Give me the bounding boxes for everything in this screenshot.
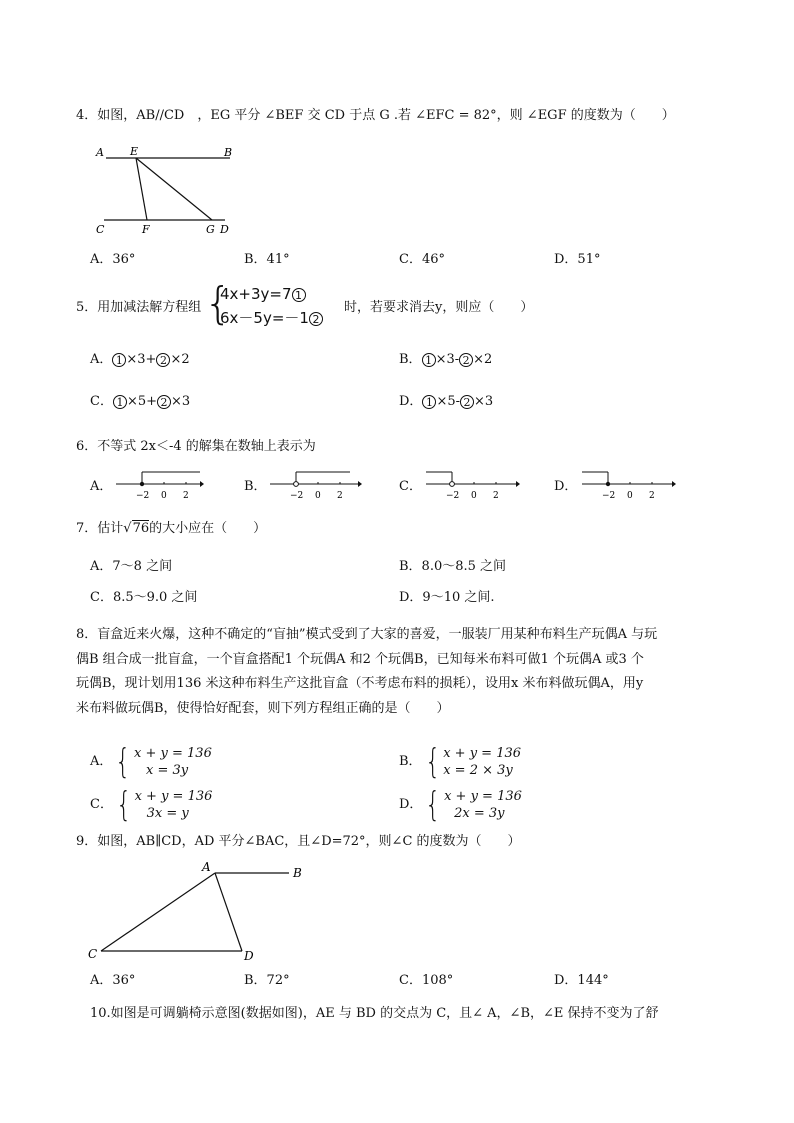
q9-figure (84, 858, 314, 966)
svg-text:0: 0 (627, 491, 633, 501)
q8-option-c[interactable]: C．{ x + y = 136 3x = y (90, 785, 213, 825)
svg-text:2: 2 (649, 491, 655, 501)
q6-option-d[interactable]: D． (554, 479, 578, 494)
svg-text:0: 0 (315, 491, 321, 501)
q6-numberline-d[interactable] (580, 468, 676, 502)
q5-eq2: 6x－5y=－1 2 (220, 306, 323, 330)
q6-option-a[interactable]: A． (90, 479, 113, 494)
q4-option-b[interactable]: B．41° (244, 252, 290, 267)
q4-figure (90, 140, 250, 240)
q5-prefix: 5．用加减法解方程组 (76, 300, 202, 315)
q10-stem: 10.如图是可调躺椅示意图(数据如图)，AE 与 BD 的交点为 C，且∠ A，∠B，∠E 保持不变为了舒 (90, 1006, 659, 1021)
q6-option-b[interactable]: B． (244, 479, 267, 494)
segment-ac (101, 873, 215, 951)
q7-option-c[interactable]: C．8.5～9.0 之间 (90, 590, 198, 605)
q4-option-c[interactable]: C．46° (399, 252, 445, 267)
segment-eg (136, 158, 212, 220)
q5-option-d[interactable]: D． 1 ×5- 2 ×3 (399, 394, 494, 409)
q5-option-b[interactable]: B． 1 ×3- 2 ×2 (399, 352, 493, 367)
q7-option-b[interactable]: B．8.0～8.5 之间 (399, 559, 507, 574)
label-b: B (224, 146, 233, 159)
q5-suffix: 时，若要求消去y，则应（ ） (344, 300, 534, 315)
q5-option-a[interactable]: A． 1 ×3+ 2 ×2 (90, 352, 190, 367)
q4-option-a[interactable]: A．36° (90, 252, 136, 267)
q5-eq1: 4x+3y=7 1 (220, 282, 323, 306)
q5-system (220, 282, 323, 330)
q6-numberline-c[interactable] (424, 468, 520, 502)
q8-option-a[interactable]: A．{ x + y = 136 x = 3y (90, 742, 212, 782)
q6-numberline-b[interactable] (268, 468, 362, 502)
label-f: F (142, 223, 150, 236)
label-g: G (206, 223, 215, 236)
q7-stem: 7．估计√76的大小应在（ ） (76, 521, 267, 536)
label-c: C (96, 223, 105, 236)
label-b: B (293, 866, 302, 880)
q5-brace: { (204, 278, 232, 329)
q6-option-c[interactable]: C． (399, 479, 422, 494)
svg-text:−2: −2 (290, 491, 304, 501)
svg-text:0: 0 (471, 491, 477, 501)
q7-option-d[interactable]: D．9～10 之间. (399, 590, 495, 605)
q5-option-c[interactable]: C． 1 ×5+ 2 ×3 (90, 394, 191, 409)
q7-option-a[interactable]: A．7～8 之间 (90, 559, 173, 574)
svg-text:2: 2 (183, 491, 189, 501)
label-a: A (202, 860, 211, 874)
q8-line-4: 米布料做玩偶B，使得恰好配套，则下列方程组正确的是（ ） (76, 700, 450, 716)
svg-text:2: 2 (493, 491, 499, 501)
circle-mark-2: 2 (309, 312, 323, 326)
q8-line-3: 玩偶B，现计划用136 米这种布料生产这批盲盒（不考虑布料的损耗），设用x 米布料做玩偶A，用y (76, 676, 644, 691)
q8-line-2: 偶B 组合成一批盲盒，一个盲盒搭配1 个玩偶A 和2 个玩偶B，已知每米布料可做1 个玩偶A 或3 个 (76, 651, 644, 667)
q9-option-c[interactable]: C．108° (399, 973, 454, 988)
q8-stem (76, 623, 657, 721)
q6-numberline-a[interactable] (114, 468, 204, 502)
segment-ad (215, 873, 242, 951)
svg-text:−2: −2 (446, 491, 460, 501)
label-d: D (220, 223, 229, 236)
label-a: A (96, 146, 104, 159)
q6-stem: 6．不等式 2x＜-4 的解集在数轴上表示为 (76, 439, 316, 454)
circle-mark-1: 1 (292, 288, 306, 302)
svg-text:2: 2 (337, 491, 343, 501)
q7-radicand: 76 (132, 521, 150, 536)
label-d: D (244, 949, 254, 963)
q9-option-a[interactable]: A．36° (90, 973, 136, 988)
q8-option-b[interactable]: B．{ x + y = 136 x = 2 × 3y (399, 742, 522, 782)
svg-text:0: 0 (161, 491, 167, 501)
svg-text:−2: −2 (136, 491, 150, 501)
sqrt-sign: √ (123, 521, 132, 536)
label-c: C (88, 947, 98, 961)
label-e: E (130, 145, 139, 158)
q8-line-1: 8．盲盒近来火爆，这种不确定的“盲抽”模式受到了大家的喜爱，一服装厂用某种布料生产玩偶A 与玩 (76, 627, 658, 642)
svg-text:−2: −2 (602, 491, 616, 501)
q9-option-b[interactable]: B．72° (244, 973, 290, 988)
q8-option-d[interactable]: D．{ x + y = 136 2x = 3y (399, 785, 522, 825)
segment-ef (136, 158, 147, 220)
q4-option-d[interactable]: D．51° (554, 252, 601, 267)
q4-stem: 4．如图，AB//CD ，EG 平分 ∠BEF 交 CD 于点 G .若 ∠EFC = 82°，则 ∠EGF 的度数为（ ） (76, 108, 675, 123)
q9-stem: 9．如图，AB∥CD，AD 平分∠BAC，且∠D=72°，则∠C 的度数为（ ） (76, 834, 521, 849)
q9-option-d[interactable]: D．144° (554, 973, 609, 988)
